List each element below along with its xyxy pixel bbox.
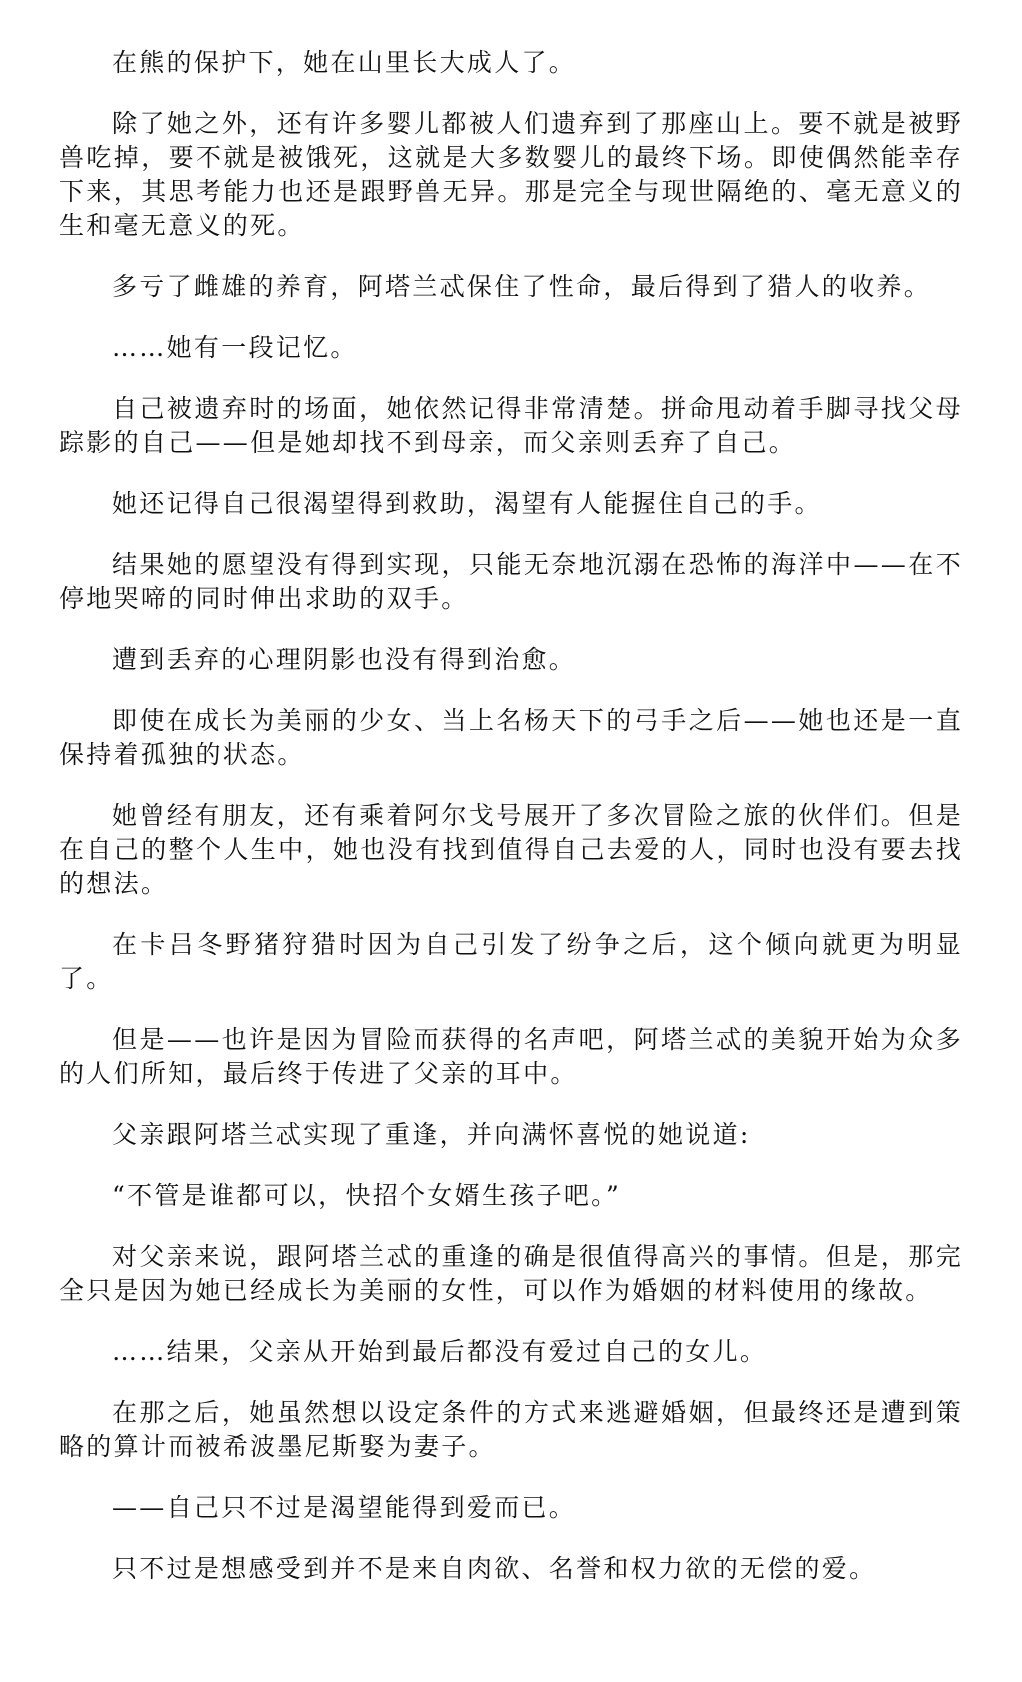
paragraph-12: 但是——也许是因为冒险而获得的名声吧，阿塔兰忒的美貌开始为众多的人们所知，最后终于传进了父亲的耳中。 bbox=[59, 1025, 963, 1088]
paragraph-15: 对父亲来说，跟阿塔兰忒的重逢的确是很值得高兴的事情。但是，那完全只是因为她已经成长为美丽的女性，可以作为婚姻的材料使用的缘故。 bbox=[59, 1242, 963, 1305]
paragraph-13: 父亲跟阿塔兰忒实现了重逢，并向满怀喜悦的她说道: bbox=[112, 1120, 751, 1149]
paragraph-3: 多亏了雌雄的养育，阿塔兰忒保住了性命，最后得到了猎人的收养。 bbox=[112, 272, 932, 301]
paragraph-1: 在熊的保护下，她在山里长大成人了。 bbox=[112, 48, 577, 77]
document-page bbox=[59, 46, 963, 1613]
paragraph-18: ——自己只不过是渴望能得到爱而已。 bbox=[112, 1493, 577, 1522]
paragraph-11: 在卡吕冬野猪狩猎时因为自己引发了纷争之后，这个倾向就更为明显了。 bbox=[59, 930, 963, 993]
paragraph-17: 在那之后，她虽然想以设定条件的方式来逃避婚姻，但最终还是遭到策略的算计而被希波墨尼斯娶为妻子。 bbox=[59, 1398, 963, 1461]
paragraph-4: ……她有一段记忆。 bbox=[112, 333, 358, 362]
paragraph-14: “不管是谁都可以，快招个女婿生孩子吧。” bbox=[112, 1181, 622, 1210]
paragraph-6: 她还记得自己很渴望得到救助，渴望有人能握住自己的手。 bbox=[112, 489, 822, 518]
paragraph-10: 她曾经有朋友，还有乘着阿尔戈号展开了多次冒险之旅的伙伴们。但是在自己的整个人生中，她也没有找到值得自己去爱的人，同时也没有要去找的想法。 bbox=[59, 801, 963, 898]
paragraph-8: 遭到丢弃的心理阴影也没有得到治愈。 bbox=[112, 645, 577, 674]
paragraph-16: ……结果，父亲从开始到最后都没有爱过自己的女儿。 bbox=[112, 1337, 768, 1366]
paragraph-7: 结果她的愿望没有得到实现，只能无奈地沉溺在恐怖的海洋中——在不停地哭啼的同时伸出求助的双手。 bbox=[59, 550, 963, 613]
paragraph-5: 自己被遗弃时的场面，她依然记得非常清楚。拼命甩动着手脚寻找父母踪影的自己——但是她却找不到母亲，而父亲则丢弃了自己。 bbox=[59, 394, 963, 457]
paragraph-9: 即使在成长为美丽的少女、当上名杨天下的弓手之后——她也还是一直保持着孤独的状态。 bbox=[59, 706, 963, 769]
paragraph-19: 只不过是想感受到并不是来自肉欲、名誉和权力欲的无偿的爱。 bbox=[112, 1554, 877, 1583]
paragraph-2: 除了她之外，还有许多婴儿都被人们遗弃到了那座山上。要不就是被野兽吃掉，要不就是被饿死，这就是大多数婴儿的最终下场。即使偶然能幸存下来，其思考能力也还是跟野兽无异。那是完全与现世隔绝的、毫无意义的生和毫无意义的死。 bbox=[59, 109, 963, 240]
